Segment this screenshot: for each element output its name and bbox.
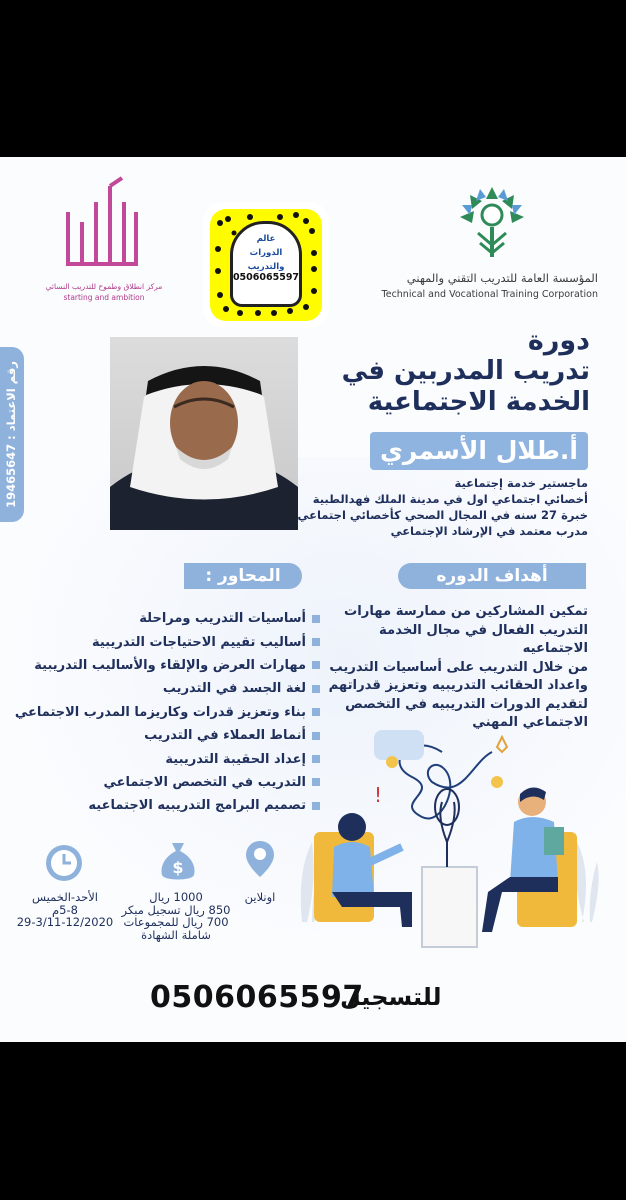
- schedule-line: 5-8م: [52, 902, 78, 917]
- snapcode-ghost-icon: [230, 221, 302, 307]
- intilaq-logo: [24, 172, 184, 302]
- trainer-photo: [110, 337, 298, 530]
- goals-line: لتقديم الدورات التدريبيه في التخصص: [345, 696, 588, 712]
- price-text: [106, 891, 246, 941]
- intilaq-caption-en: starting and ambition: [63, 293, 145, 302]
- bullet-square-icon: [312, 708, 320, 716]
- price-line: 1000 ريال: [149, 890, 203, 904]
- goals-text: [328, 603, 588, 733]
- axes-list: [14, 607, 320, 818]
- list-item: إعداد الحقيبة التدريبية: [70, 747, 320, 770]
- exclamation-icon: !: [374, 783, 383, 807]
- bullet-square-icon: [312, 661, 320, 669]
- registration-label: للتسجيل: [340, 983, 442, 1011]
- svg-text:$: $: [172, 858, 184, 877]
- goals-line: التدريب الفعال في مجال الخدمة الاجتماعيه: [379, 622, 588, 656]
- person-left-body-icon: [332, 842, 374, 897]
- intilaq-emblem-icon: [62, 172, 142, 272]
- price-line: 850 ريال تسجيل مبكر: [121, 902, 231, 917]
- goals-line: من خلال التدريب على أساسيات التدريب: [329, 659, 588, 675]
- price-line: شاملة الشهادة: [141, 927, 211, 942]
- snapcode-line2: الدورات: [249, 248, 283, 258]
- goals-header: أهداف الدوره: [398, 563, 586, 589]
- goals-line: واعداد الحقائب التدريبيه وتعزيز قدراتهم: [328, 678, 588, 693]
- trainer-bio-line: خبرة 27 سنه في المجال الصحي كأخصائي اجتماعي: [297, 508, 588, 522]
- trainer-bio-line: ماجستير خدمة إجتماعية: [454, 476, 588, 490]
- person-left-head-icon: [338, 813, 366, 841]
- trainer-bio-line: مدرب معتمد في الإرشاد الإجتماعي: [390, 524, 588, 538]
- price-line: 700 ريال للمجموعات: [123, 915, 229, 929]
- snapcode-yellow-field: [210, 209, 322, 321]
- course-title: [300, 325, 590, 418]
- goals-line: تمكين المشاركين من ممارسة مهارات: [343, 604, 588, 619]
- list-item: أنماط العملاء في التدريب: [70, 724, 320, 747]
- emoji-happy-icon: [491, 776, 503, 788]
- tvtc-name-ar: المؤسسة العامة للتدريب التقني والمهني: [406, 271, 598, 285]
- schedule-line: الأحد-الخميس: [32, 890, 98, 904]
- course-title-line2: تدريب المدربين في: [341, 356, 590, 386]
- list-item: أساليب تقييم الاحتياجات التدريبية: [70, 630, 320, 653]
- list-item: أساسيات التدريب ومراحلة: [70, 607, 320, 630]
- side-table-icon: [422, 867, 477, 947]
- counseling-illustration: [292, 722, 612, 962]
- course-title-line1: دورة: [527, 325, 590, 356]
- tvtc-name-en: Technical and Vocational Training Corporation: [381, 289, 598, 300]
- registration-phone[interactable]: 0506065597: [150, 980, 364, 1015]
- plant-right-icon: [576, 842, 599, 922]
- list-item: لغة الجسد في التدريب: [70, 677, 320, 700]
- trainer-bio: [288, 475, 588, 539]
- clock-icon: [44, 843, 84, 883]
- snapcode-line1: عالم: [256, 234, 276, 244]
- list-item: مهارات العرض والإلقاء والأساليب التدريبية: [70, 654, 320, 677]
- list-item: التدريب في التخصص الاجتماعي: [70, 771, 320, 794]
- schedule-line: 29-3/11-12/2020: [16, 915, 114, 929]
- list-item: بناء وتعزيز قدرات وكاريزما المدرب الاجتماعي: [70, 701, 320, 724]
- trainer-portrait-icon: [110, 337, 298, 530]
- bullet-square-icon: [312, 685, 320, 693]
- bullet-square-icon: [312, 638, 320, 646]
- person-left-arm-icon: [370, 847, 402, 862]
- schedule-text: [10, 891, 120, 929]
- snapcode-phone: 0506065597: [232, 272, 300, 283]
- location-pin-icon: [244, 839, 276, 879]
- snapcode-line3: والتدريب: [247, 262, 285, 272]
- trainer-name: أ.طلال الأسمري: [370, 432, 588, 470]
- accreditation-number: رقم الاعتماد : 19465647: [4, 361, 18, 508]
- axes-header: المحاور :: [184, 563, 302, 589]
- bubble-icon: [374, 730, 424, 760]
- registration: [150, 980, 450, 1018]
- snapcode: [203, 202, 329, 328]
- course-poster: [0, 157, 626, 1042]
- intilaq-caption-ar: مركز انطلاق وطموح للتدريب النسائي: [45, 282, 163, 291]
- emoji-sad-icon: [386, 756, 398, 768]
- money-bag-icon: [158, 839, 198, 883]
- location-text: اونلاين: [244, 890, 276, 904]
- trainer-bio-line: أخصائي اجتماعي اول في مدينة الملك فهدالطبية: [312, 492, 588, 506]
- bullet-square-icon: [312, 615, 320, 623]
- notebook-icon: [544, 827, 564, 855]
- vase-plant-icon: [440, 802, 454, 867]
- tvtc-emblem-icon: [456, 185, 528, 265]
- goals-line: الاجتماعي المهني: [472, 715, 588, 730]
- course-title-line3: الخدمة الاجتماعية: [367, 387, 590, 417]
- list-item: تصميم البرامج التدريبيه الاجتماعيه: [70, 794, 320, 817]
- tvtc-logo: [378, 185, 598, 300]
